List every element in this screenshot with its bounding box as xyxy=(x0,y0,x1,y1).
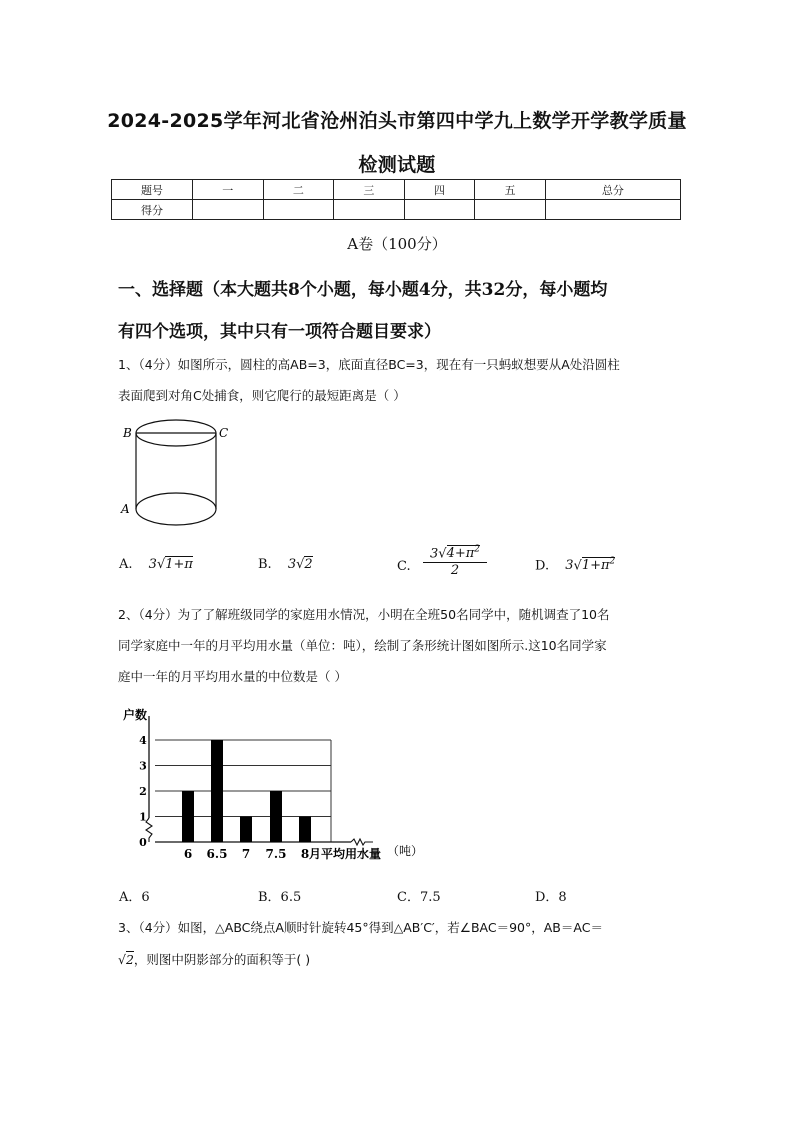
score-row-label: 得分 xyxy=(112,200,193,220)
x-tick-label: 6.5 xyxy=(206,847,228,861)
q1-option-d[interactable] xyxy=(535,557,615,573)
q2-option-b[interactable]: B．6.5 xyxy=(258,890,302,905)
score-input-cell[interactable] xyxy=(263,200,334,220)
option-c-coef: 3 xyxy=(429,546,439,562)
option-letter: A. xyxy=(119,557,133,572)
radical-icon: √ xyxy=(573,558,582,574)
q1-option-a[interactable] xyxy=(119,557,193,572)
question-2-text-line3: 庭中一年的月平均用水量的中位数是（ ） xyxy=(118,669,347,684)
score-cell: 四 xyxy=(404,180,475,200)
score-input-cell[interactable] xyxy=(404,200,475,220)
question-3-text: 3、（4分）如图，△ABC绕点A顺时针旋转45°得到△AB′C′，若∠BAC＝90°，AB＝AC＝ xyxy=(118,920,603,935)
score-cell: 一 xyxy=(193,180,264,200)
section-heading: 一、选择题（本大题共8个小题，每小题4分，共32分，每小题均 xyxy=(118,280,608,300)
axis-break-icon xyxy=(146,818,152,842)
volume-heading: A卷（100分） xyxy=(347,235,447,253)
fraction-denominator: 2 xyxy=(450,563,460,579)
radical-icon: √ xyxy=(438,546,447,562)
score-cell: 总分 xyxy=(545,180,680,200)
label-b: B xyxy=(123,426,132,440)
section-heading-line2: 有四个选项，其中只有一项符合题目要求） xyxy=(118,322,441,342)
x-axis-break-icon xyxy=(351,839,373,845)
bar-8 xyxy=(299,817,311,843)
x-tick-label: 7 xyxy=(241,847,251,861)
y-tick-label: 3 xyxy=(139,759,147,773)
x-tick-label: 8 xyxy=(300,847,310,861)
option-b-radicand: 2 xyxy=(304,557,313,572)
chart-ylabel: 户数 xyxy=(123,708,148,722)
chart-xticks xyxy=(184,847,309,861)
y-tick-label: 4 xyxy=(139,734,147,747)
score-cell: 题号 xyxy=(112,180,193,200)
chart-xlabel: 月平均用水量 xyxy=(309,847,382,861)
fraction-numerator xyxy=(423,545,487,563)
score-cell: 三 xyxy=(334,180,405,200)
question-3-text-line2 xyxy=(118,950,310,968)
score-input-cell[interactable] xyxy=(475,200,546,220)
bar-6.5 xyxy=(211,740,223,842)
score-table xyxy=(111,179,681,220)
page-title: 2024-2025学年河北省沧州泊头市第四中学九上数学开学教学质量 xyxy=(107,110,687,132)
option-letter: B. xyxy=(258,557,272,572)
q2-option-c[interactable]: C．7.5 xyxy=(397,890,441,905)
bar-6 xyxy=(182,791,194,842)
radical-icon: √ xyxy=(296,557,305,572)
q3-sqrt-value: 2 xyxy=(125,952,134,967)
page-title-line2: 检测试题 xyxy=(358,154,436,176)
q1-option-b[interactable] xyxy=(258,557,313,572)
chart-axes xyxy=(146,716,373,845)
chart-xlabel-unit: （吨） xyxy=(387,844,424,858)
y-tick-label: 2 xyxy=(139,785,147,798)
q2-option-d[interactable]: D．8 xyxy=(535,890,567,905)
chart-yticks xyxy=(139,734,147,849)
option-d-radicand: $1+\pi^2$ xyxy=(581,557,616,574)
q3-rest: ，则图中阴影部分的面积等于( ) xyxy=(133,952,311,967)
score-table-score-row xyxy=(112,200,681,220)
option-letter: D. xyxy=(535,558,550,574)
option-a-coef: 3 xyxy=(148,557,157,572)
x-tick-label: 7.5 xyxy=(265,847,287,861)
bar-7.5 xyxy=(270,791,282,842)
option-b-coef: 3 xyxy=(287,557,297,572)
score-input-cell[interactable] xyxy=(334,200,405,220)
q2-option-a[interactable]: A．6 xyxy=(119,890,150,905)
option-a-radicand: 1+π xyxy=(165,557,193,572)
radical-icon: √ xyxy=(156,557,166,572)
cylinder-bottom-ellipse xyxy=(136,493,216,525)
score-input-cell[interactable] xyxy=(193,200,264,220)
option-d-coef: 3 xyxy=(565,558,574,574)
radical-icon: √ xyxy=(118,952,126,967)
label-c: C xyxy=(219,426,229,440)
cylinder-figure xyxy=(115,415,229,530)
bar-chart xyxy=(115,702,435,867)
question-1-text: 1、（4分）如图所示，圆柱的高AB=3，底面直径BC=3，现在有一只蚂蚁想要从A处沿圆柱 xyxy=(118,357,620,372)
y-tick-label: 0 xyxy=(139,836,147,849)
question-2-text-line2: 同学家庭中一年的月平均用水量（单位：吨），绘制了条形统计图如图所示.这10名同学家 xyxy=(118,638,607,653)
option-c-radicand: $4+\pi^2$ xyxy=(446,545,481,562)
y-tick-label: 1 xyxy=(139,810,147,824)
score-input-cell[interactable] xyxy=(545,200,680,220)
score-table-header-row xyxy=(112,180,681,200)
bar-7 xyxy=(240,817,252,843)
option-letter: C. xyxy=(397,559,411,574)
score-cell: 五 xyxy=(475,180,546,200)
score-cell: 二 xyxy=(263,180,334,200)
x-tick-label: 6 xyxy=(183,847,193,861)
question-1-text-line2: 表面爬到对角C处捕食，则它爬行的最短距离是（ ） xyxy=(118,388,406,403)
label-a: A xyxy=(121,502,130,516)
fraction xyxy=(423,545,487,578)
question-2-text: 2、（4分）为了了解班级同学的家庭用水情况，小明在全班50名同学中，随机调查了10名 xyxy=(118,607,610,622)
